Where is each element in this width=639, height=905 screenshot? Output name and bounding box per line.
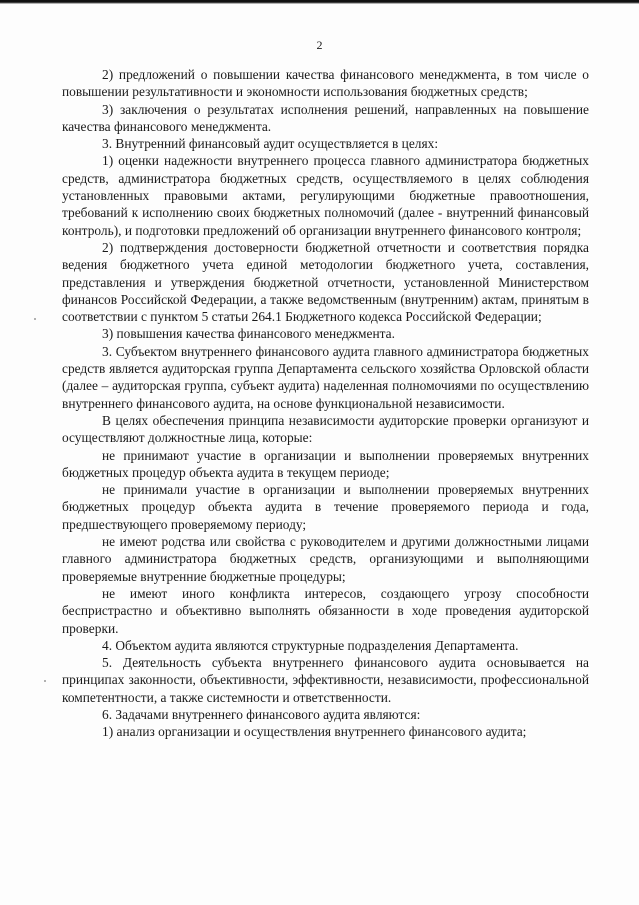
scan-top-border (0, 0, 639, 4)
paragraph: не принимают участие в организации и выполнении проверяемых внутренних бюджетных процедур объекта аудита в текущем периоде; (62, 447, 589, 480)
paragraph: 4. Объектом аудита являются структурные подразделения Департамента. (102, 637, 519, 653)
paragraph: 2) подтверждения достоверности бюджетной отчетности и соответствия порядка ведения бюджетного учета единой методологии бюджетного учета, составления, представления и утверждения бюджетной отчетности, установленной Министерством финансов Российской Федерации, а также ведомственным (внутренним) актам, принятым в соответствии с пунктом 5 статьи 264.1 Бюджетного кодекса Российской Федерации; (62, 239, 589, 325)
paragraph: 3. Внутренний финансовый аудит осуществляется в целях: (102, 136, 439, 152)
paragraph: не имеют иного конфликта интересов, создающего угрозу способности беспристрастно и объективно выполнять обязанности в ходе проведения аудиторской проверки. (62, 585, 589, 636)
paragraph: не принимали участие в организации и выполнении проверяемых внутренних бюджетных процедур объекта аудита в течение проверяемого периода и года, предшествующего проверяемому периоду; (62, 482, 589, 532)
paragraph: 3) заключения о результатах исполнения решений, направленных на повышение качества финансового менеджмента. (62, 101, 589, 134)
paragraph: 5. Деятельность субъекта внутреннего финансового аудита основывается на принципах законности, объективности, эффективности, независимости, профессиональной компетентности, а также системности и ответственности. (62, 655, 589, 705)
page-number: 2 (316, 38, 323, 52)
paragraph: не имеют родства или свойства с руководителем и другими должностными лицами главного администратора бюджетных средств, организующими и выполняющими проверяемые внутренние бюджетные процедуры; (62, 534, 589, 584)
scan-speck (44, 680, 46, 682)
paragraph: 6. Задачами внутреннего финансового аудита являются: (102, 706, 421, 722)
paragraph: В целях обеспечения принципа независимости аудиторские проверки организуют и осуществляют должностные лица, которые: (62, 412, 589, 446)
paragraph: 2) предложений о повышении качества финансового менеджмента, в том числе о повышении результативности и экономности использования бюджетных средств; (62, 67, 589, 100)
paragraph: 1) анализ организации и осуществления внутреннего финансового аудита; (102, 724, 527, 740)
paragraph: 3) повышения качества финансового менеджмента. (102, 326, 395, 342)
document-body (62, 66, 589, 741)
paragraph: 3. Субъектом внутреннего финансового аудита главного администратора бюджетных средств является аудиторская группа Департамента сельского хозяйства Орловской области (далее – аудиторская группа, субъект аудита) наделенная полномочиями по осуществлению внутреннего финансового аудита, на основе функциональной независимости. (62, 343, 589, 411)
paragraph: 1) оценки надежности внутреннего процесса главного администратора бюджетных средств, администратора бюджетных средств, осуществляемого в целях соблюдения установленных правовыми актами, регулирующими бюджетные правоотношения, требований к исполнению своих бюджетных полномочий (далее - внутренний финансовый контроль), и подготовки предложений об организации внутреннего финансового контроля; (62, 153, 589, 238)
scan-speck (34, 318, 36, 320)
